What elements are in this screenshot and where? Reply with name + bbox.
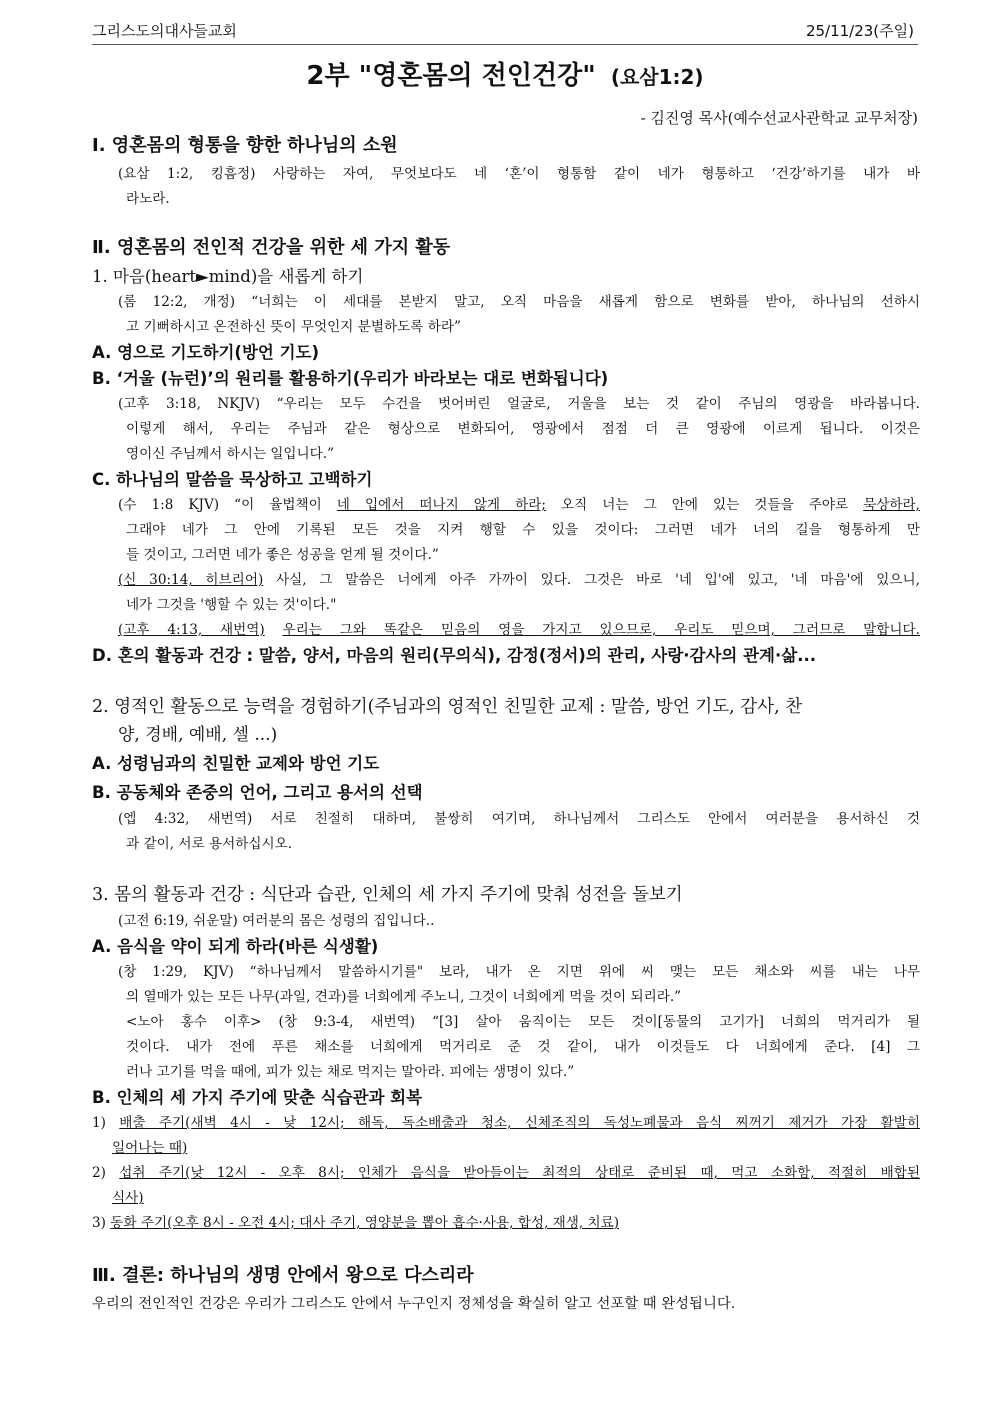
point-1-verse-line-1: (롬 12:2, 개정) “너희는 이 세대를 본받지 말고, 오직 마음을 새롭게 함으로 변화를 받아, 하나님의 선하시 [118, 294, 920, 310]
cycle-text: 일어나는 때) [112, 1140, 188, 1156]
point-3-b: B. 인체의 세 가지 주기에 맞춘 식습관과 회복 [92, 1088, 423, 1107]
point-3-verse: (고전 6:19, 쉬운말) 여러분의 몸은 성령의 집입니다.. [118, 913, 435, 929]
underlined-reference: (신 30:14, 히브리어) [118, 572, 264, 588]
point-1-b-verse-line-3: 영이신 주님께서 하시는 일입니다.” [126, 446, 335, 462]
cycle-number: 3) [92, 1215, 111, 1231]
sermon-title-ref: (요삼1:2) [610, 65, 704, 89]
underlined-phrase: 묵상하라, [863, 497, 920, 513]
verse-space [265, 622, 283, 638]
point-1-c-verse-1-line-3: 들 것이고, 그러면 네가 좋은 성공을 얻게 될 것이다.” [126, 547, 439, 563]
point-1-c-verse-1-line-1 [92, 493, 920, 518]
point-1-b-verse-line-2: 이렇게 해서, 우리는 주님과 같은 형상으로 변화되어, 영광에서 점점 더 큰 영광에 이르게 됩니다. 이것은 [126, 421, 920, 437]
section-3-text: 우리의 전인적인 건강은 우리가 그리스도 안에서 누구인지 정체성을 확실히 알고 선포할 때 완성됩니다. [92, 1296, 736, 1312]
section-1-heading: Ⅰ. 영혼몸의 형통을 향한 하나님의 소원 [92, 135, 398, 156]
point-1-b-verse-line-1: (고후 3:18, NKJV) “우리는 모두 수건을 벗어버린 얼굴로, 거울을 보는 것 같이 주님의 영광을 바라봅니다. [118, 396, 920, 412]
point-3-a: A. 음식을 약이 되게 하라(바른 식생활) [92, 937, 379, 956]
cycle-text: 식사) [112, 1190, 144, 1206]
point-2-b-verse-line-2: 과 같이, 서로 용서하십시오. [126, 836, 293, 852]
section-1-verse-line-1: (요삼 1:2, 킹흠정) 사랑하는 자여, 무엇보다도 네 ‘혼’이 형통함 같이 네가 형통하고 ‘건강’하기를 내가 바 [118, 166, 920, 182]
point-3-a-verse-1-line-1: (창 1:29, KJV) “하나님께서 말씀하시기를" 보라, 내가 온 지면 위에 씨 맺는 모든 채소와 씨를 내는 나무 [118, 964, 920, 980]
point-1-c-verse-2-line-1 [92, 568, 920, 593]
point-1-title: 1. 마음(heart►mind)을 새롭게 하기 [92, 267, 364, 286]
point-1-a: A. 영으로 기도하기(방언 기도) [92, 343, 319, 362]
verse-text: 사실, 그 말씀은 너에게 아주 가까이 있다. 그것은 바로 '네 입'에 있고, '네 마음'에 있으니, [263, 572, 920, 588]
cycle-3-line-1 [92, 1211, 920, 1236]
point-2-title-line-2: 양, 경배, 예배, 셀 ...) [118, 725, 278, 745]
cycle-1-line-2 [92, 1136, 920, 1161]
verse-text: (수 1:8 KJV) “이 율법책이 [118, 497, 337, 513]
sermon-title-main: 2부 "영혼몸의 전인건강" [306, 61, 596, 91]
point-3-a-verse-2-line-1: <노아 홍수 이후> (창 9:3-4, 새번역) “[3] 살아 움직이는 모든 것이[동물의 고기가] 너희의 먹거리가 될 [126, 1014, 920, 1030]
cycle-text: 섭취 주기(낮 12시 - 오후 8시; 인체가 음식을 받아들이는 최적의 상태로 준비된 때, 먹고 소화함, 적절히 배합된 [119, 1165, 920, 1181]
church-name: 그리스도의대사들교회 [92, 22, 237, 40]
verse-text: 오직 너는 그 안에 있는 것들을 주야로 [545, 497, 864, 513]
underlined-reference: (고후 4:13, 새번역) [118, 622, 265, 638]
section-2-heading: Ⅱ. 영혼몸의 전인적 건강을 위한 세 가지 활동 [92, 237, 451, 258]
cycle-text: 동화 주기(오후 8시 - 오전 4시; 대사 주기, 영양분을 뽑아 흡수·사용, 합성, 재생, 치료) [110, 1215, 620, 1231]
cycle-number: 2) [92, 1165, 120, 1181]
page-header [92, 18, 918, 45]
point-2-title-line-1: 2. 영적인 활동으로 능력을 경험하기(주님과의 영적인 친밀한 교제 : 말씀, 방언 기도, 감사, 찬 [92, 697, 803, 717]
point-1-b: B. ‘거울 (뉴런)’의 원리를 활용하기(우리가 바라보는 대로 변화됩니다) [92, 369, 609, 388]
point-2-b-verse-line-1: (엡 4:32, 새번역) 서로 친절히 대하며, 불쌍히 여기며, 하나님께서 그리스도 안에서 여러분을 용서하신 것 [118, 811, 920, 827]
underlined-phrase: 우리는 그와 똑같은 믿음의 영을 가지고 있으므로, 우리도 믿으며, 그러므로 말합니다. [282, 622, 920, 638]
cycle-1-line-1 [92, 1111, 920, 1136]
section-3-heading: Ⅲ. 결론: 하나님의 생명 안에서 왕으로 다스리라 [92, 1265, 474, 1286]
cycle-text: 배출 주기(새벽 4시 - 낮 12시; 해독, 독소배출과 청소, 신체조직의 독성노폐물과 음식 찌꺼기 제거가 가장 활발히 [119, 1115, 920, 1131]
preacher: - 김진영 목사(예수선교사관학교 교무처장) [640, 109, 918, 127]
sermon-date: 25/11/23(주일) [805, 22, 914, 40]
point-3-a-verse-2-line-2: 것이다. 내가 전에 푸른 채소를 너희에게 먹거리로 준 것 같이, 내가 이것들도 다 너희에게 준다. [4] 그 [126, 1039, 920, 1055]
point-3-a-verse-1-line-2: 의 열매가 있는 모든 나무(과일, 견과)를 너희에게 주노니, 그것이 너희에게 먹을 것이 되리라.” [126, 989, 682, 1005]
point-1-c-verse-1-line-2: 그래야 네가 그 안에 기록된 모든 것을 지켜 행할 수 있을 것이다: 그러면 네가 너의 길을 형통하게 만 [126, 522, 920, 538]
section-1-verse-line-2: 라노라. [126, 191, 170, 207]
point-3-title: 3. 몸의 활동과 건강 : 식단과 습관, 인체의 세 가지 주기에 맞춰 성전을 돌보기 [92, 885, 683, 905]
point-1-verse-line-2: 고 기뻐하시고 온전하신 뜻이 무엇인지 분별하도록 하라” [126, 319, 461, 335]
cycle-number: 1) [92, 1115, 120, 1131]
cycle-2-line-2 [92, 1186, 920, 1211]
point-2-b: B. 공동체와 존중의 언어, 그리고 용서의 선택 [92, 783, 423, 802]
point-1-c-verse-2-line-2: 네가 그것을 '행할 수 있는 것'이다." [126, 597, 337, 613]
point-1-c-verse-3 [92, 618, 920, 643]
point-2-a: A. 성령님과의 친밀한 교제와 방언 기도 [92, 754, 380, 773]
cycle-2-line-1 [92, 1161, 920, 1186]
sermon-body [92, 130, 920, 1317]
point-1-c: C. 하나님의 말씀을 묵상하고 고백하기 [92, 470, 373, 489]
point-3-a-verse-2-line-3: 러나 고기를 먹을 때에, 피가 있는 채로 먹지는 말아라. 피에는 생명이 있다.” [126, 1064, 575, 1080]
point-1-d: D. 혼의 활동과 건강 : 말씀, 양서, 마음의 원리(무의식), 감정(정서)의 관리, 사랑·감사의 관계·삶... [92, 646, 816, 665]
sermon-title [92, 56, 918, 97]
underlined-phrase: 네 입에서 떠나지 않게 하라; [336, 497, 546, 513]
